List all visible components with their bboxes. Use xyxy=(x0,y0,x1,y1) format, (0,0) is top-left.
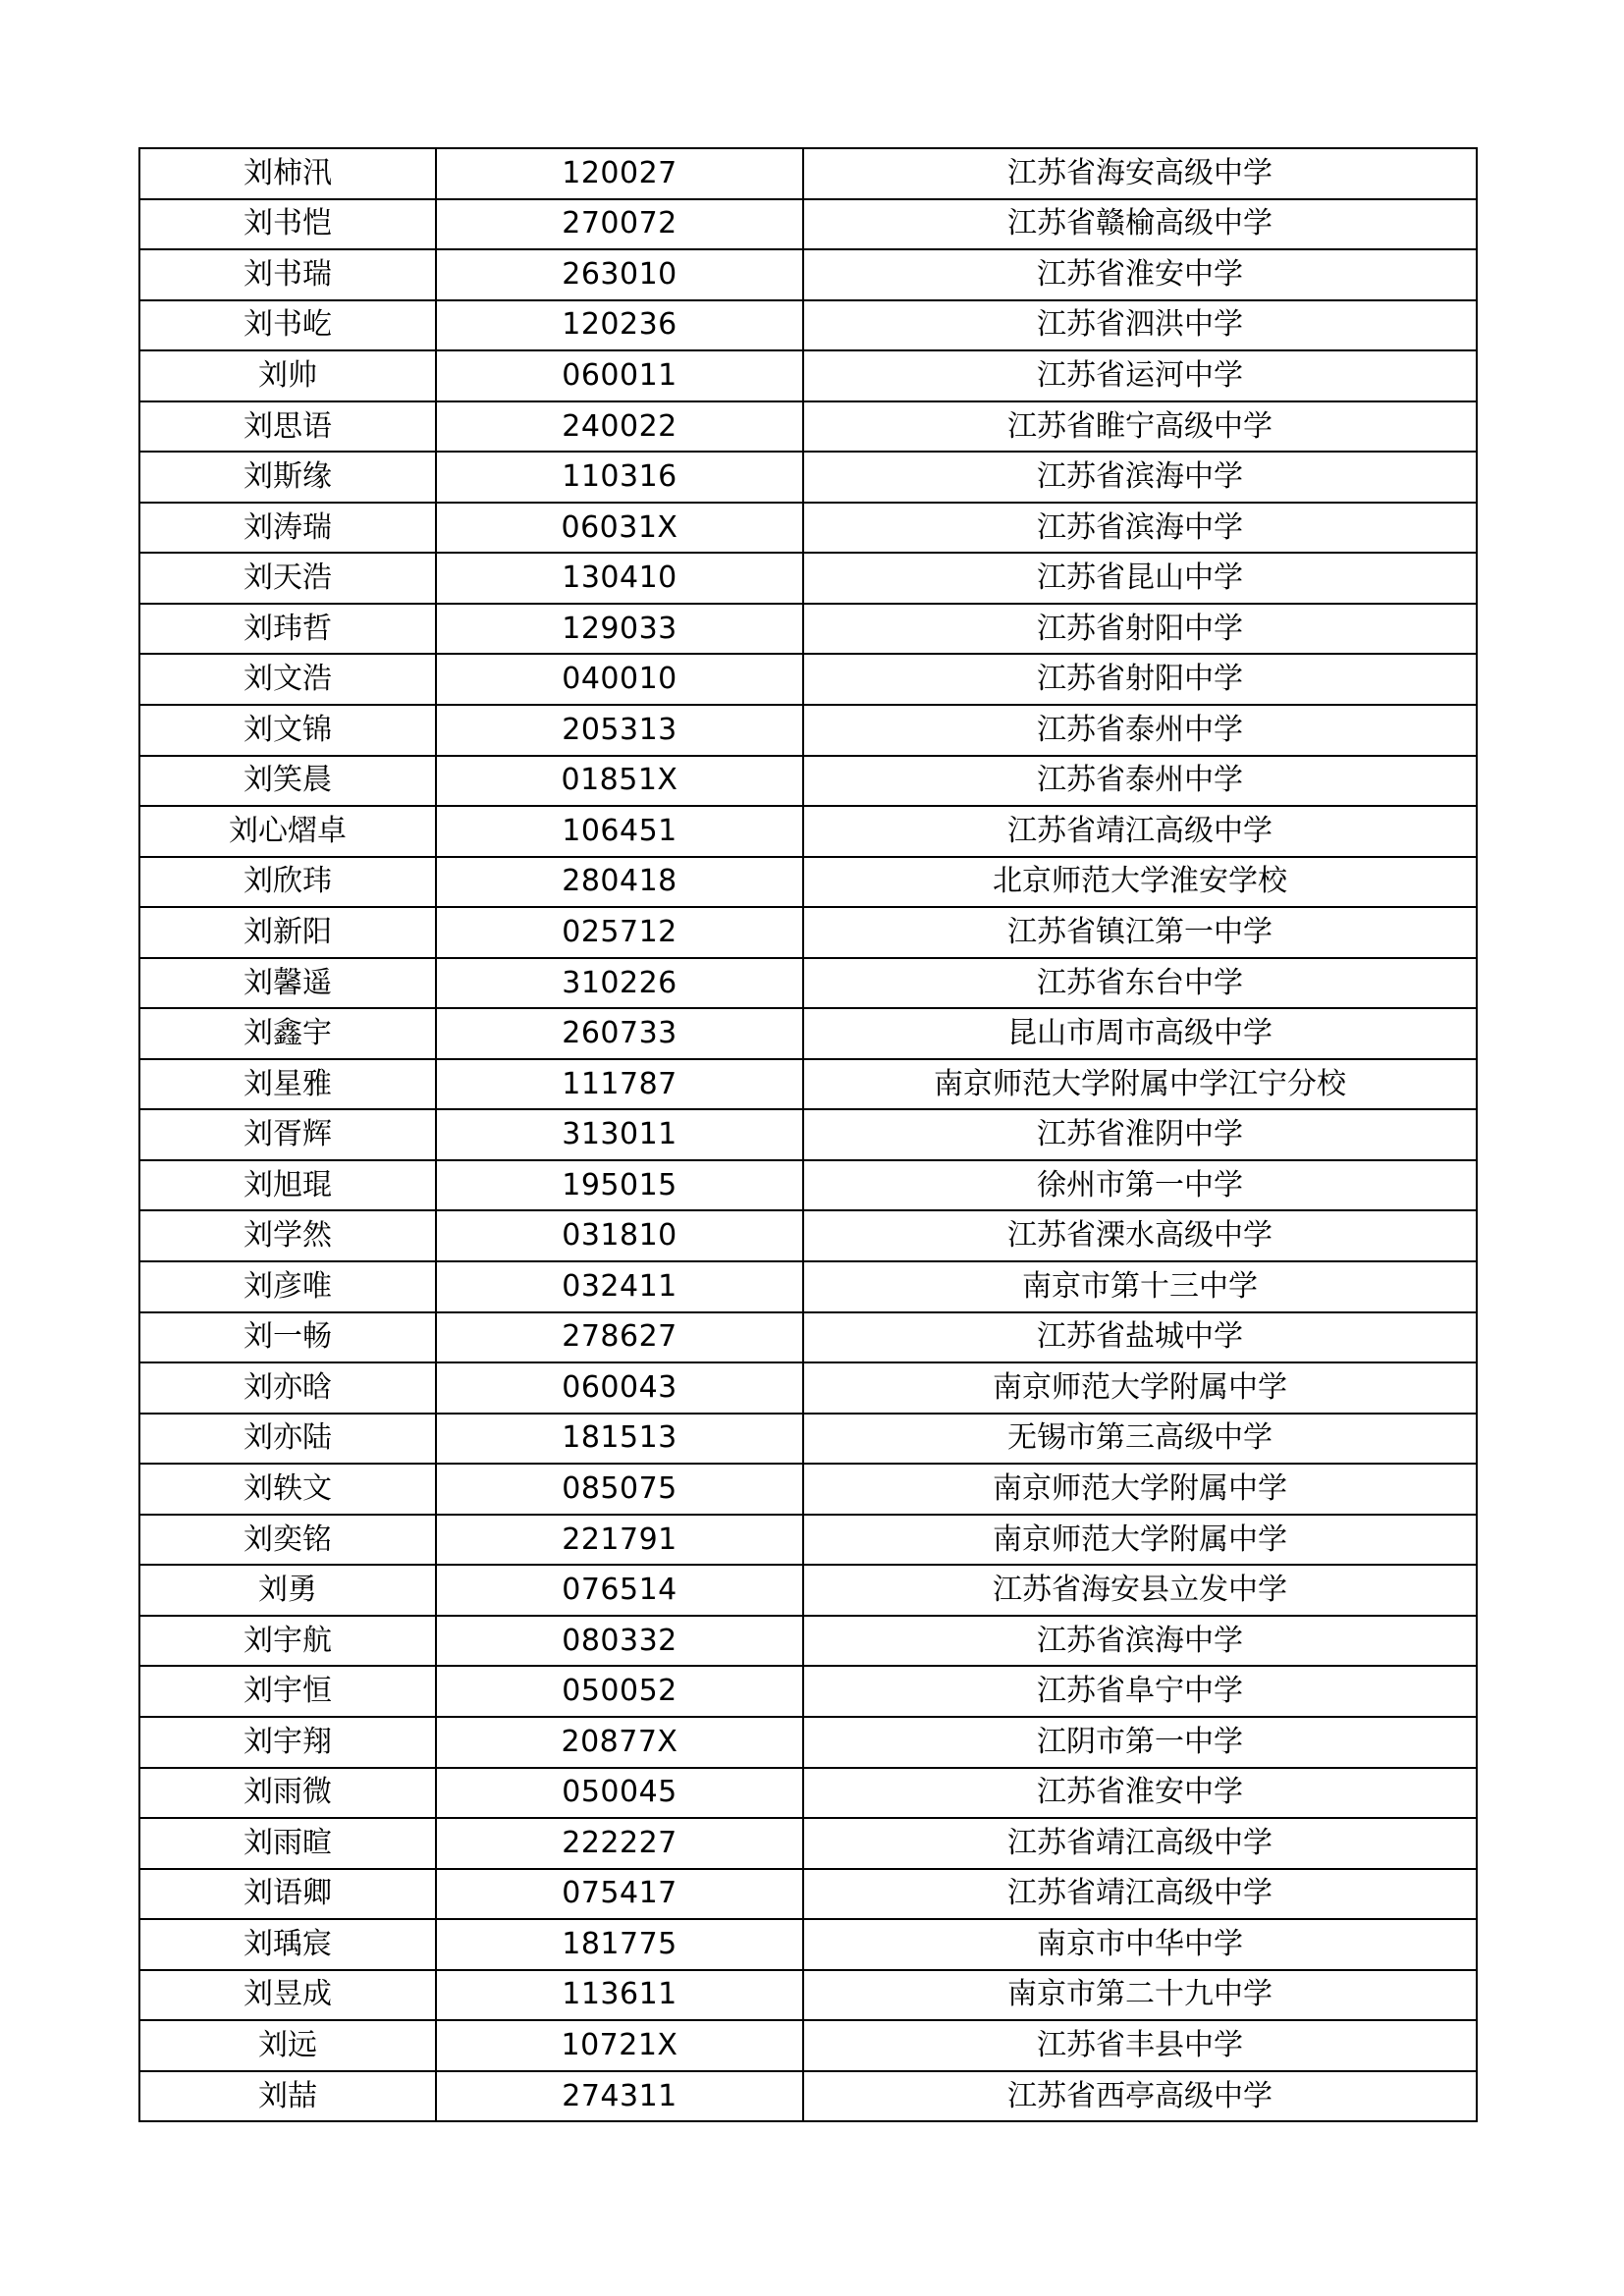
student-name-cell: 刘心熠卓 xyxy=(139,806,436,857)
student-id-cell: 130410 xyxy=(436,553,803,604)
student-name-cell: 刘学然 xyxy=(139,1210,436,1261)
table-row xyxy=(139,654,1477,705)
student-id-cell: 313011 xyxy=(436,1109,803,1160)
student-name-cell: 刘勇 xyxy=(139,1565,436,1616)
school-name-cell: 江苏省淮安中学 xyxy=(803,249,1477,300)
student-name-cell: 刘文锦 xyxy=(139,705,436,756)
school-name-cell: 南京师范大学附属中学 xyxy=(803,1515,1477,1566)
school-name-cell: 江苏省海安县立发中学 xyxy=(803,1565,1477,1616)
student-name-cell: 刘馨遥 xyxy=(139,958,436,1009)
student-name-cell: 刘星雅 xyxy=(139,1059,436,1110)
school-name-cell: 江苏省靖江高级中学 xyxy=(803,806,1477,857)
table-row xyxy=(139,857,1477,908)
table-row xyxy=(139,1717,1477,1768)
school-name-cell: 江苏省滨海中学 xyxy=(803,503,1477,554)
student-id-cell: 270072 xyxy=(436,199,803,250)
student-id-cell: 080332 xyxy=(436,1616,803,1667)
school-name-cell: 江苏省泗洪中学 xyxy=(803,300,1477,351)
table-row xyxy=(139,1666,1477,1717)
school-name-cell: 江苏省西亭高级中学 xyxy=(803,2071,1477,2122)
student-name-cell: 刘斯缘 xyxy=(139,452,436,503)
student-id-cell: 110316 xyxy=(436,452,803,503)
school-name-cell: 江苏省东台中学 xyxy=(803,958,1477,1009)
student-name-cell: 刘昱成 xyxy=(139,1970,436,2021)
school-name-cell: 北京师范大学淮安学校 xyxy=(803,857,1477,908)
table-row xyxy=(139,1008,1477,1059)
student-id-cell: 195015 xyxy=(436,1160,803,1211)
student-name-cell: 刘旭琨 xyxy=(139,1160,436,1211)
student-name-cell: 刘远 xyxy=(139,2020,436,2071)
table-row xyxy=(139,806,1477,857)
student-name-cell: 刘笑晨 xyxy=(139,756,436,807)
student-name-cell: 刘彦唯 xyxy=(139,1261,436,1312)
student-id-cell: 20877X xyxy=(436,1717,803,1768)
table-row xyxy=(139,1565,1477,1616)
table-row xyxy=(139,604,1477,655)
student-id-cell: 310226 xyxy=(436,958,803,1009)
student-id-cell: 032411 xyxy=(436,1261,803,1312)
student-name-cell: 刘雨微 xyxy=(139,1768,436,1819)
school-name-cell: 江苏省溧水高级中学 xyxy=(803,1210,1477,1261)
student-id-cell: 222227 xyxy=(436,1818,803,1869)
school-name-cell: 南京市第二十九中学 xyxy=(803,1970,1477,2021)
school-name-cell: 江苏省泰州中学 xyxy=(803,705,1477,756)
student-id-cell: 205313 xyxy=(436,705,803,756)
table-row xyxy=(139,1970,1477,2021)
school-name-cell: 江苏省运河中学 xyxy=(803,350,1477,401)
student-id-cell: 240022 xyxy=(436,401,803,453)
school-name-cell: 南京师范大学附属中学江宁分校 xyxy=(803,1059,1477,1110)
student-name-cell: 刘亦晗 xyxy=(139,1362,436,1414)
table-row xyxy=(139,553,1477,604)
student-name-cell: 刘天浩 xyxy=(139,553,436,604)
table-row xyxy=(139,1616,1477,1667)
school-name-cell: 江苏省泰州中学 xyxy=(803,756,1477,807)
school-name-cell: 江苏省睢宁高级中学 xyxy=(803,401,1477,453)
student-name-cell: 刘玮哲 xyxy=(139,604,436,655)
school-name-cell: 徐州市第一中学 xyxy=(803,1160,1477,1211)
student-id-cell: 260733 xyxy=(436,1008,803,1059)
school-name-cell: 无锡市第三高级中学 xyxy=(803,1414,1477,1465)
student-id-cell: 050052 xyxy=(436,1666,803,1717)
table-row xyxy=(139,452,1477,503)
table-row xyxy=(139,1109,1477,1160)
school-name-cell: 江苏省盐城中学 xyxy=(803,1312,1477,1363)
school-name-cell: 江阴市第一中学 xyxy=(803,1717,1477,1768)
school-name-cell: 江苏省阜宁中学 xyxy=(803,1666,1477,1717)
student-id-cell: 060011 xyxy=(436,350,803,401)
student-name-cell: 刘一畅 xyxy=(139,1312,436,1363)
student-name-cell: 刘宇恒 xyxy=(139,1666,436,1717)
school-name-cell: 江苏省镇江第一中学 xyxy=(803,907,1477,958)
table-row xyxy=(139,958,1477,1009)
student-id-cell: 075417 xyxy=(436,1869,803,1920)
student-id-cell: 181513 xyxy=(436,1414,803,1465)
student-name-cell: 刘涛瑞 xyxy=(139,503,436,554)
school-name-cell: 江苏省靖江高级中学 xyxy=(803,1818,1477,1869)
school-name-cell: 江苏省滨海中学 xyxy=(803,1616,1477,1667)
school-name-cell: 昆山市周市高级中学 xyxy=(803,1008,1477,1059)
school-name-cell: 南京市中华中学 xyxy=(803,1919,1477,1970)
student-name-cell: 刘思语 xyxy=(139,401,436,453)
table-row xyxy=(139,148,1477,199)
student-name-cell: 刘亦陆 xyxy=(139,1414,436,1465)
school-name-cell: 江苏省射阳中学 xyxy=(803,654,1477,705)
student-id-cell: 113611 xyxy=(436,1970,803,2021)
student-name-cell: 刘奕铭 xyxy=(139,1515,436,1566)
student-id-cell: 274311 xyxy=(436,2071,803,2122)
student-id-cell: 050045 xyxy=(436,1768,803,1819)
student-id-cell: 040010 xyxy=(436,654,803,705)
table-row xyxy=(139,2020,1477,2071)
table-row xyxy=(139,300,1477,351)
student-name-cell: 刘胥辉 xyxy=(139,1109,436,1160)
student-id-cell: 221791 xyxy=(436,1515,803,1566)
table-row xyxy=(139,503,1477,554)
student-id-cell: 106451 xyxy=(436,806,803,857)
table-row xyxy=(139,249,1477,300)
student-id-cell: 031810 xyxy=(436,1210,803,1261)
student-name-cell: 刘轶文 xyxy=(139,1464,436,1515)
student-id-cell: 01851X xyxy=(436,756,803,807)
table-row xyxy=(139,756,1477,807)
table-row xyxy=(139,1515,1477,1566)
school-name-cell: 江苏省靖江高级中学 xyxy=(803,1869,1477,1920)
table-row xyxy=(139,199,1477,250)
student-id-cell: 111787 xyxy=(436,1059,803,1110)
student-id-cell: 085075 xyxy=(436,1464,803,1515)
student-id-cell: 060043 xyxy=(436,1362,803,1414)
school-name-cell: 南京师范大学附属中学 xyxy=(803,1464,1477,1515)
student-name-cell: 刘书屹 xyxy=(139,300,436,351)
table-row xyxy=(139,350,1477,401)
school-name-cell: 江苏省淮安中学 xyxy=(803,1768,1477,1819)
student-id-cell: 129033 xyxy=(436,604,803,655)
table-row xyxy=(139,1464,1477,1515)
table-row xyxy=(139,1818,1477,1869)
student-id-cell: 263010 xyxy=(436,249,803,300)
school-name-cell: 江苏省淮阴中学 xyxy=(803,1109,1477,1160)
student-id-cell: 10721X xyxy=(436,2020,803,2071)
student-name-cell: 刘帅 xyxy=(139,350,436,401)
table-row xyxy=(139,1869,1477,1920)
student-id-cell: 06031X xyxy=(436,503,803,554)
student-name-cell: 刘宇航 xyxy=(139,1616,436,1667)
student-name-cell: 刘柿汛 xyxy=(139,148,436,199)
school-name-cell: 江苏省射阳中学 xyxy=(803,604,1477,655)
table-row xyxy=(139,1768,1477,1819)
student-id-cell: 120027 xyxy=(436,148,803,199)
student-id-cell: 120236 xyxy=(436,300,803,351)
student-name-cell: 刘欣玮 xyxy=(139,857,436,908)
student-id-cell: 025712 xyxy=(436,907,803,958)
student-id-cell: 076514 xyxy=(436,1565,803,1616)
table-row xyxy=(139,1261,1477,1312)
table-row xyxy=(139,907,1477,958)
student-name-cell: 刘书恺 xyxy=(139,199,436,250)
roster-table-body xyxy=(139,148,1477,2121)
student-id-cell: 181775 xyxy=(436,1919,803,1970)
roster-table xyxy=(138,147,1478,2122)
school-name-cell: 江苏省海安高级中学 xyxy=(803,148,1477,199)
table-row xyxy=(139,1919,1477,1970)
student-name-cell: 刘鑫宇 xyxy=(139,1008,436,1059)
school-name-cell: 南京师范大学附属中学 xyxy=(803,1362,1477,1414)
school-name-cell: 江苏省昆山中学 xyxy=(803,553,1477,604)
table-row xyxy=(139,1362,1477,1414)
student-name-cell: 刘文浩 xyxy=(139,654,436,705)
table-row xyxy=(139,2071,1477,2122)
student-name-cell: 刘喆 xyxy=(139,2071,436,2122)
table-row xyxy=(139,1059,1477,1110)
student-id-cell: 278627 xyxy=(436,1312,803,1363)
student-name-cell: 刘宇翔 xyxy=(139,1717,436,1768)
student-name-cell: 刘雨暄 xyxy=(139,1818,436,1869)
school-name-cell: 江苏省赣榆高级中学 xyxy=(803,199,1477,250)
table-row xyxy=(139,1312,1477,1363)
student-name-cell: 刘语卿 xyxy=(139,1869,436,1920)
table-row xyxy=(139,1414,1477,1465)
student-name-cell: 刘新阳 xyxy=(139,907,436,958)
student-id-cell: 280418 xyxy=(436,857,803,908)
table-row xyxy=(139,401,1477,453)
table-row xyxy=(139,705,1477,756)
student-name-cell: 刘瑀宸 xyxy=(139,1919,436,1970)
table-row xyxy=(139,1160,1477,1211)
school-name-cell: 江苏省丰县中学 xyxy=(803,2020,1477,2071)
table-row xyxy=(139,1210,1477,1261)
student-name-cell: 刘书瑞 xyxy=(139,249,436,300)
school-name-cell: 南京市第十三中学 xyxy=(803,1261,1477,1312)
school-name-cell: 江苏省滨海中学 xyxy=(803,452,1477,503)
